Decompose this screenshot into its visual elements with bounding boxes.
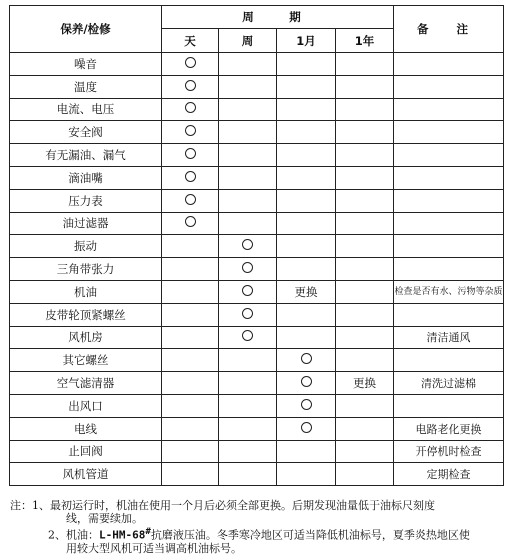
row-note: 清洁通风 <box>394 326 504 349</box>
period-cell <box>162 303 219 326</box>
header-period-year: 1年 <box>336 29 394 53</box>
check-circle-icon <box>185 80 196 91</box>
period-cell <box>277 121 336 144</box>
row-note: 清洗过滤棉 <box>394 372 504 395</box>
footnote-prefix: 注： <box>10 499 32 512</box>
period-cell <box>219 144 277 167</box>
footnote-1 <box>10 499 505 512</box>
period-cell <box>336 349 394 372</box>
table-body <box>10 53 504 486</box>
check-circle-icon <box>185 216 196 227</box>
period-cell <box>219 303 277 326</box>
period-cell <box>162 372 219 395</box>
table-row <box>10 258 504 281</box>
table-row <box>10 121 504 144</box>
table-row <box>10 235 504 258</box>
header-item-column: 保养/检修 <box>10 6 162 53</box>
row-item-label: 空气滤清器 <box>10 372 162 395</box>
row-item-label: 压力表 <box>10 189 162 212</box>
header-period: 周 期 <box>162 6 394 29</box>
row-item-label: 风机管道 <box>10 463 162 486</box>
period-cell <box>219 166 277 189</box>
table-row <box>10 75 504 98</box>
footnote-2 <box>10 525 505 542</box>
period-cell <box>162 326 219 349</box>
period-cell <box>219 280 277 303</box>
check-circle-icon <box>242 285 253 296</box>
period-cell <box>277 53 336 76</box>
row-note: 电路老化更换 <box>394 417 504 440</box>
header-period-week: 周 <box>219 29 277 53</box>
period-cell <box>219 394 277 417</box>
footnote-2-line-2: 用较大型风机可适当调高机油标号。 <box>66 541 242 555</box>
table-row <box>10 417 504 440</box>
row-note: 开停机时检查 <box>394 440 504 463</box>
row-note <box>394 121 504 144</box>
table-row <box>10 372 504 395</box>
period-cell <box>277 98 336 121</box>
row-note <box>394 166 504 189</box>
period-cell <box>219 417 277 440</box>
period-cell <box>162 463 219 486</box>
period-cell <box>162 212 219 235</box>
row-note <box>394 258 504 281</box>
table-row <box>10 463 504 486</box>
period-cell <box>219 75 277 98</box>
period-cell <box>162 258 219 281</box>
row-item-label: 其它螺丝 <box>10 349 162 372</box>
period-cell <box>162 144 219 167</box>
check-circle-icon <box>242 330 253 341</box>
check-circle-icon <box>185 57 196 68</box>
period-cell <box>219 189 277 212</box>
row-note <box>394 75 504 98</box>
period-cell <box>277 189 336 212</box>
row-note <box>394 235 504 258</box>
row-note: 检查是否有水、污物等杂质 <box>394 280 504 303</box>
period-cell <box>336 144 394 167</box>
check-circle-icon <box>185 125 196 136</box>
row-note <box>394 189 504 212</box>
period-cell <box>162 280 219 303</box>
period-cell <box>277 144 336 167</box>
period-cell <box>336 189 394 212</box>
oil-grade-code: L-HM-68 <box>99 528 146 542</box>
period-cell-text: 更换 <box>336 372 394 395</box>
period-cell <box>277 463 336 486</box>
table-row <box>10 349 504 372</box>
row-item-label: 安全阀 <box>10 121 162 144</box>
row-item-label: 止回阀 <box>10 440 162 463</box>
period-cell <box>219 463 277 486</box>
period-cell <box>162 349 219 372</box>
table-row <box>10 326 504 349</box>
row-item-label: 滴油嘴 <box>10 166 162 189</box>
row-item-label: 电线 <box>10 417 162 440</box>
period-cell <box>336 98 394 121</box>
period-cell <box>336 463 394 486</box>
row-item-label: 皮带轮顶紧螺丝 <box>10 303 162 326</box>
row-item-label: 风机房 <box>10 326 162 349</box>
period-cell <box>336 121 394 144</box>
row-item-label: 电流、电压 <box>10 98 162 121</box>
period-cell <box>336 417 394 440</box>
period-cell <box>162 166 219 189</box>
row-item-label: 振动 <box>10 235 162 258</box>
header-notes: 备 注 <box>394 6 504 53</box>
row-item-label: 油过滤器 <box>10 212 162 235</box>
period-cell <box>277 258 336 281</box>
period-cell <box>336 53 394 76</box>
period-cell <box>219 326 277 349</box>
period-cell <box>162 394 219 417</box>
period-cell <box>219 121 277 144</box>
footnotes <box>10 499 505 555</box>
period-cell <box>162 75 219 98</box>
check-circle-icon <box>185 171 196 182</box>
period-cell <box>162 189 219 212</box>
period-cell <box>219 349 277 372</box>
period-cell <box>219 53 277 76</box>
check-circle-icon <box>185 194 196 205</box>
row-item-label: 温度 <box>10 75 162 98</box>
check-circle-icon <box>185 102 196 113</box>
period-cell <box>336 326 394 349</box>
period-cell <box>219 440 277 463</box>
period-cell <box>277 235 336 258</box>
table-row <box>10 98 504 121</box>
row-note <box>394 212 504 235</box>
period-cell <box>277 166 336 189</box>
row-item-label: 有无漏油、漏气 <box>10 144 162 167</box>
row-note <box>394 53 504 76</box>
period-cell <box>162 98 219 121</box>
table-row <box>10 280 504 303</box>
footnote-2-lead: 2、机油： <box>48 528 99 542</box>
period-cell-text: 更换 <box>277 280 336 303</box>
table-row <box>10 144 504 167</box>
footnote-1-line-2: 线，需要续加。 <box>66 512 143 525</box>
period-cell <box>336 235 394 258</box>
check-circle-icon <box>301 376 312 387</box>
check-circle-icon <box>242 308 253 319</box>
period-cell <box>336 394 394 417</box>
row-note <box>394 303 504 326</box>
row-item-label: 机油 <box>10 280 162 303</box>
period-cell <box>162 235 219 258</box>
period-cell <box>336 280 394 303</box>
header-period-month: 1月 <box>277 29 336 53</box>
period-cell <box>277 326 336 349</box>
row-note <box>394 394 504 417</box>
table-row <box>10 212 504 235</box>
header-period-day: 天 <box>162 29 219 53</box>
period-cell <box>162 121 219 144</box>
row-note <box>394 144 504 167</box>
period-cell <box>162 440 219 463</box>
table-row <box>10 440 504 463</box>
row-item-label: 三角带张力 <box>10 258 162 281</box>
period-cell <box>277 75 336 98</box>
period-cell <box>219 235 277 258</box>
period-cell <box>277 349 336 372</box>
row-note <box>394 98 504 121</box>
check-circle-icon <box>185 148 196 159</box>
table-row <box>10 303 504 326</box>
period-cell <box>219 98 277 121</box>
maintenance-table <box>9 5 504 486</box>
period-cell <box>336 212 394 235</box>
oil-grade-mark: # <box>145 526 151 537</box>
row-note <box>394 349 504 372</box>
check-circle-icon <box>242 239 253 250</box>
period-cell <box>162 53 219 76</box>
row-note: 定期检查 <box>394 463 504 486</box>
footnote-2-line-1: 抗磨液压油。冬季寒冷地区可适当降低机油标号，夏季炎热地区使 <box>150 528 470 542</box>
period-cell <box>219 258 277 281</box>
period-cell <box>336 258 394 281</box>
table-row <box>10 53 504 76</box>
period-cell <box>219 372 277 395</box>
period-cell <box>336 303 394 326</box>
period-cell <box>162 417 219 440</box>
period-cell <box>277 417 336 440</box>
period-cell <box>277 440 336 463</box>
period-cell <box>277 372 336 395</box>
table-row <box>10 166 504 189</box>
check-circle-icon <box>301 353 312 364</box>
period-cell <box>336 75 394 98</box>
check-circle-icon <box>301 399 312 410</box>
row-item-label: 噪音 <box>10 53 162 76</box>
period-cell <box>219 212 277 235</box>
check-circle-icon <box>242 262 253 273</box>
period-cell <box>277 212 336 235</box>
check-circle-icon <box>301 422 312 433</box>
period-cell <box>336 166 394 189</box>
period-cell <box>277 303 336 326</box>
table-row <box>10 189 504 212</box>
period-cell <box>336 440 394 463</box>
period-cell <box>277 394 336 417</box>
footnote-1-line-1: 1、最初运行时，机油在使用一个月后必须全部更换。后期发现油量低于油标尺刻度 <box>32 499 435 512</box>
row-item-label: 出风口 <box>10 394 162 417</box>
table-row <box>10 394 504 417</box>
